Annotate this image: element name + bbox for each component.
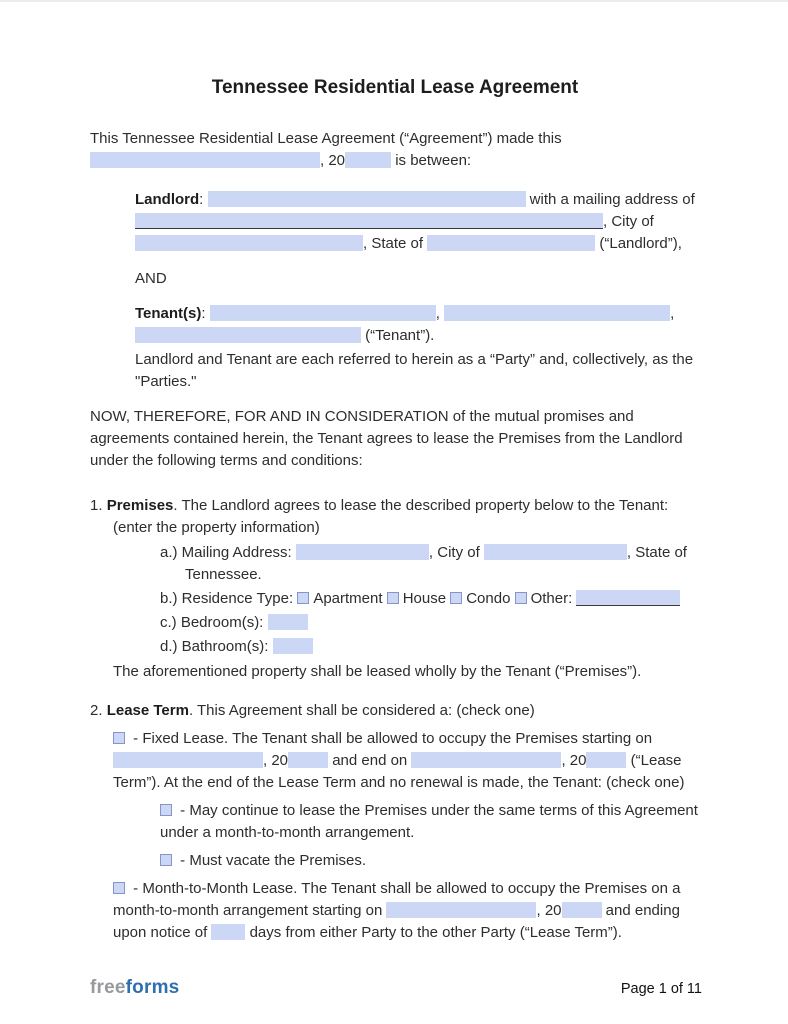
m2m-comma20: , 20: [536, 902, 562, 920]
fixed-lease-and-end: and end on: [328, 752, 412, 769]
fixed-end-year-blank[interactable]: [586, 752, 626, 768]
item-b-label: b.) Residence Type:: [160, 589, 298, 607]
fixed-lease-tail: (“Lease Term”). At the end of the Lease Term and no renewal is made, the Tenant: (check one): [113, 752, 685, 792]
landlord-text-city-of: , City of: [603, 213, 654, 231]
section-premises: [90, 495, 700, 683]
agreement-day-blank[interactable]: [90, 152, 320, 168]
landlord-paragraph: [135, 189, 700, 255]
item-a-city-of: , City of: [428, 543, 484, 561]
brand-free: free: [90, 977, 126, 999]
fixed-lease-comma20b: , 20: [561, 752, 587, 769]
residence-type-house-checkbox[interactable]: [387, 592, 399, 604]
landlord-text-address: with a mailing address of: [525, 191, 695, 209]
page-footer: [90, 974, 702, 1002]
landlord-label: Landlord: [135, 191, 200, 209]
opt-other-label: Other:: [530, 589, 573, 607]
item-bathrooms: [160, 636, 700, 658]
m2m-text-start: - Month-to-Month Lease. The Tenant shall be allowed to occupy the Premises on a month-to-month arrangement starting on: [113, 880, 681, 920]
fixed-option-continue-text: - May continue to lease the Premises under the same terms of this Agreement under a month-to-month arrangement.: [160, 802, 698, 842]
parties-note: Landlord and Tenant are each referred to herein as a “Party” and, collectively, as the "Parties.": [135, 351, 694, 391]
intro-paragraph: [90, 128, 700, 172]
fixed-lease-checkbox[interactable]: [113, 732, 125, 744]
consideration-paragraph: NOW, THEREFORE, FOR AND IN CONSIDERATION of the mutual promises and agreements contained herein, the Tenant agrees to lease the Premises from the Landlord under the following terms and conditions:: [90, 408, 683, 470]
fixed-lease-text-start: - Fixed Lease. The Tenant shall be allowed to occupy the Premises starting on: [129, 729, 653, 747]
section1-closing: The aforementioned property shall be leased wholly by the Tenant (“Premises”).: [113, 662, 642, 680]
tenant-2-blank[interactable]: [444, 305, 670, 321]
section1-heading-line: [90, 495, 700, 539]
page-title: Tennessee Residential Lease Agreement: [211, 77, 579, 98]
freeforms-logo: [90, 974, 179, 1002]
item-c-label: c.) Bedroom(s):: [160, 613, 268, 631]
agreement-year-blank[interactable]: [345, 152, 391, 168]
tenant-3-blank[interactable]: [135, 327, 361, 343]
bedrooms-blank[interactable]: [268, 614, 308, 630]
fixed-option-vacate-text: - Must vacate the Premises.: [176, 852, 367, 870]
tenant-sep1: ,: [435, 305, 445, 323]
tenant-paragraph: [135, 303, 700, 347]
tenant-text-tail: (“Tenant”).: [361, 327, 435, 345]
page-number: Page 1 of 11: [620, 981, 702, 998]
section1-intro-text: . The Landlord agrees to lease the described property below to the Tenant: (enter the property information): [113, 496, 669, 536]
residence-type-condo-checkbox[interactable]: [450, 592, 462, 604]
section1-heading: Premises: [106, 496, 174, 514]
m2m-and-ending: and ending upon notice of: [113, 902, 680, 942]
opt-apartment-label: Apartment: [313, 589, 383, 607]
fixed-start-date-blank[interactable]: [113, 752, 263, 768]
residence-type-apartment-checkbox[interactable]: [297, 592, 309, 604]
landlord-text-state-of: , State of: [363, 235, 428, 253]
landlord-street-blank[interactable]: [135, 213, 603, 229]
intro-text-after-year: is between:: [391, 151, 472, 169]
tenant-colon: :: [201, 305, 210, 323]
vacate-premises-checkbox[interactable]: [160, 854, 172, 866]
item-a-label: a.) Mailing Address:: [160, 543, 296, 561]
fixed-end-date-blank[interactable]: [411, 752, 561, 768]
landlord-colon: :: [199, 191, 208, 209]
and-label: AND: [135, 270, 167, 288]
item-d-label: d.) Bathroom(s):: [160, 637, 273, 655]
month-to-month-paragraph: [113, 878, 700, 944]
continue-month-to-month-checkbox[interactable]: [160, 804, 172, 816]
section2-number: 2.: [90, 701, 103, 719]
tenant-label: Tenant(s): [135, 305, 202, 323]
section1-number: 1.: [90, 496, 103, 514]
tenant-sep2: ,: [670, 305, 675, 323]
landlord-text-tail: (“Landlord”),: [595, 235, 682, 253]
section-lease-term: [90, 700, 700, 944]
fixed-option-continue: [160, 800, 700, 844]
parties-block: [135, 189, 700, 393]
landlord-city-blank[interactable]: [135, 235, 363, 251]
premises-city-blank[interactable]: [484, 544, 627, 560]
section2-heading-line: [90, 700, 700, 722]
fixed-lease-paragraph: [113, 728, 700, 794]
item-residence-type: [160, 588, 700, 610]
premises-street-blank[interactable]: [296, 544, 429, 560]
fixed-lease-comma20a: , 20: [263, 752, 289, 769]
landlord-name-blank[interactable]: [208, 191, 526, 207]
section2-heading: Lease Term: [106, 701, 189, 719]
landlord-state-blank[interactable]: [427, 235, 595, 251]
fixed-start-year-blank[interactable]: [288, 752, 328, 768]
residence-type-other-checkbox[interactable]: [515, 592, 527, 604]
tenant-1-blank[interactable]: [210, 305, 436, 321]
opt-house-label: House: [402, 589, 447, 607]
m2m-start-date-blank[interactable]: [386, 902, 536, 918]
notice-days-blank[interactable]: [211, 924, 245, 940]
brand-forms: forms: [125, 977, 180, 999]
residence-other-blank[interactable]: [576, 590, 680, 606]
m2m-start-year-blank[interactable]: [562, 902, 602, 918]
m2m-tail: days from either Party to the other Party (“Lease Term”).: [245, 924, 622, 942]
item-mailing-address: [160, 542, 700, 586]
intro-text-after-date: , 20: [320, 151, 346, 169]
section2-intro-text: . This Agreement shall be considered a: (check one): [188, 701, 535, 719]
item-a-tail: , State of Tennessee.: [185, 543, 687, 583]
intro-text-before-date: This Tennessee Residential Lease Agreement (“Agreement”) made this: [90, 129, 562, 147]
opt-condo-label: Condo: [466, 589, 511, 607]
month-to-month-lease-checkbox[interactable]: [113, 882, 125, 894]
bathrooms-blank[interactable]: [273, 638, 313, 654]
fixed-option-vacate: [160, 850, 700, 872]
item-bedrooms: [160, 612, 700, 634]
